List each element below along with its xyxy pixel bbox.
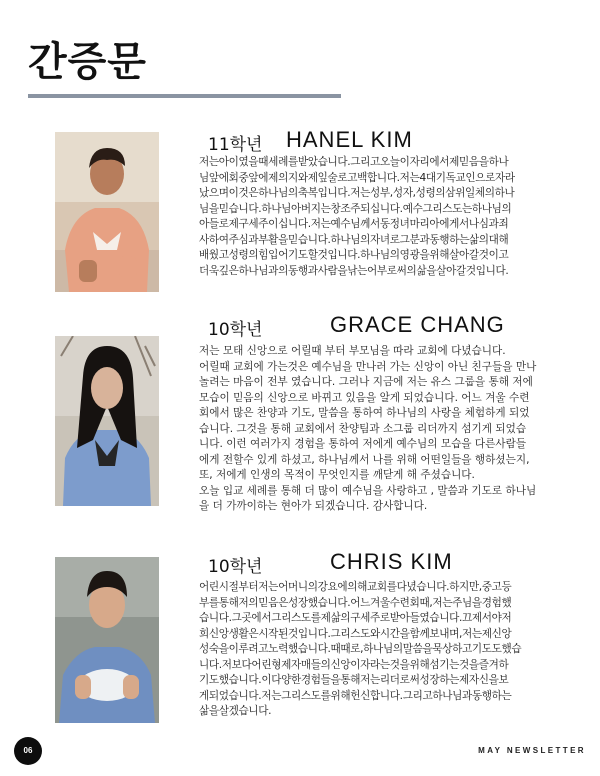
student-name: CHRIS KIM [330, 549, 453, 574]
testimony-text: 저는아이였을때세례를받았습니다.그리고오늘이자리에서제믿음을하나 님앞에회중앞에제의지와제잎술로고백합니다.저는4대기독교인으로자라 났으며이것은하나님의축복입니다.저는성부,성자,성령의삼위일체의하나 님을믿습니다.하나님아버지는창조주되십니다.예수그리스도는하나님의 아들로제구세주이십니다.저는예수님께서동정녀마리아에게서나심과죄 사하여주심과부활을믿습니다.하나님의자녀로그분과동행하는삶의대해 배웠고성령의힘입어기도할것입니다.하나님의영광을위해살아갈것이고 더욱깊은하나님과의동행과사람을낚는어부로써의삶을살아갈것입니다. [199, 156, 515, 277]
page-number-badge: 06 [14, 737, 42, 765]
title-divider [28, 94, 341, 98]
portrait-photo [55, 557, 159, 723]
student-name: HANEL KIM [286, 127, 413, 152]
grade-label: 10학년 [208, 320, 263, 340]
student-name: GRACE CHANG [330, 312, 505, 337]
newsletter-footer-label: MAY NEWSLETTER [478, 746, 586, 755]
portrait-photo [55, 336, 159, 506]
page-title: 간증문 [28, 39, 147, 85]
portrait-image [55, 557, 159, 723]
portrait-image [55, 132, 159, 292]
portrait-photo [55, 132, 159, 292]
grade-label: 11학년 [208, 135, 263, 155]
portrait-image [55, 336, 159, 506]
testimony-text: 저는 모태 신앙으로 어릴때 부터 부모님을 따라 교회에 다녔습니다. 어릴때 교회에 가는것은 예수님을 만나러 가는 신앙이 아닌 친구들을 만나 놀려는 마음이 전부 였습니다. 그러나 지금에 저는 유스 그룹을 통해 저에 모습이 믿음의 신앙으로 바뀌고 있음을 알게 되었습니다. 어느 겨울 수련 회에서 많은 찬양과 기도, 말씀을 통하여 하나님의 사랑을 체험하게 되었 습니다. 그것을 통해 교회에서 찬양팀과 소그룹 리더까지 섬기게 되었습 니다. 이런 여러가지 경험을 통하여 저에게 예수님의 모습을 다른사람들 에게 전할수 있게 하셨고, 하나님께서 나를 위해 어떤일들을 행하셨는지, 또, 저에게 인생의 목적이 무엇인지를 깨닫게 해 주셨습니다. 오늘 입교 세례를 통해 더 많이 예수님을 사랑하고 , 말씀과 기도로 하나님 을 더 가까이하는 현아가 되겠습니다. 감사합니다. [199, 345, 537, 512]
grade-label: 10학년 [208, 557, 263, 577]
testimony-text: 어린시절부터저는어머니의강요에의해교회를다녔습니다.하지만,중고등 부를통해저의믿음은성장했습니다.어느겨울수련회때,저는주님을경험했 습니다.그곳에서그리스도를제삶의구세주로받아들였습니다.끄제서야저 희신앙생활은시작된것입니다.그리스도와시간을함께보내며,저는제신앙 성숙을이루려고노력했습니다.때때로,하나님의말씀을묵상하고기도도했습 니다.저보다어린형제자매들의신앙이자라는것을위해섬기는것을즐겨하 기도했습니다.이다양한경험들을통해저는리더로써성장하는제자신을보 게되었습니다.저는그리스도를위해헌신합니다.그리고하나님과동행하는 삶을살겠습니다. [199, 581, 522, 717]
